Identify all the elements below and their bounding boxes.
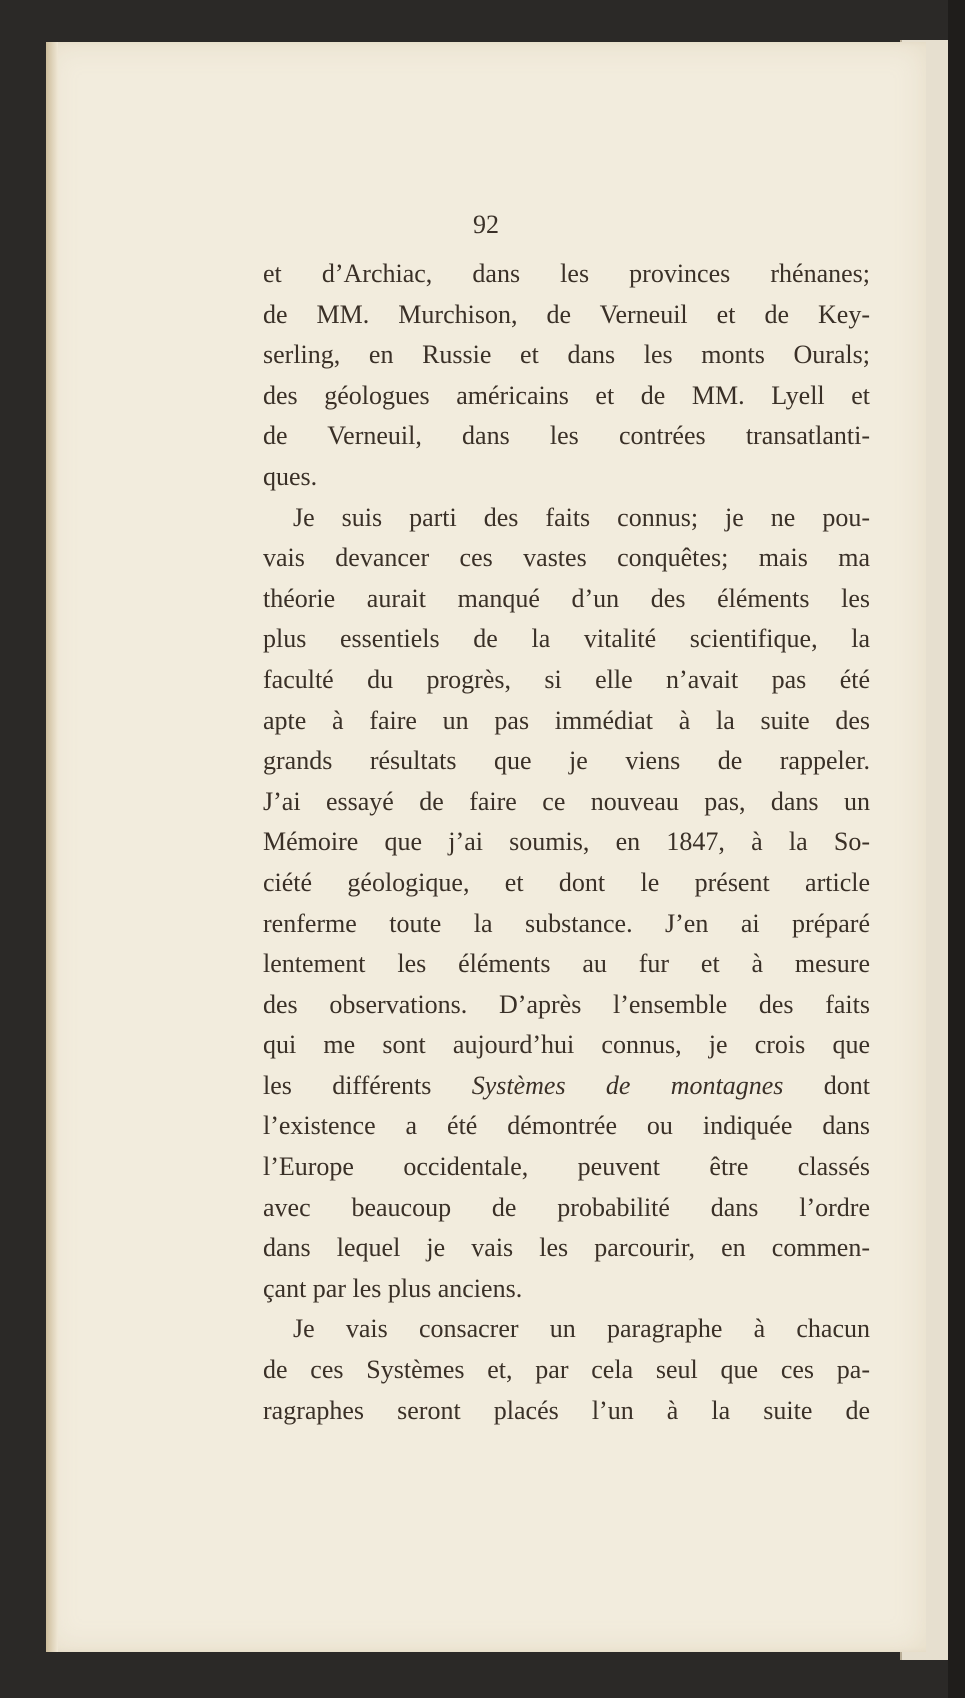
- text-line: l’existence a été démontrée ou indiquée dans: [263, 1111, 870, 1141]
- text-line: dans lequel je vais les parcourir, en commen-: [263, 1233, 870, 1263]
- text-line: grands résultats que je viens de rappeler.: [263, 746, 870, 776]
- text-line: serling, en Russie et dans les monts Ourals;: [263, 340, 870, 370]
- text-line: renferme toute la substance. J’en ai préparé: [263, 908, 870, 938]
- text-line: Je vais consacrer un paragraphe à chacun: [293, 1314, 870, 1344]
- text-line: l’Europe occidentale, peuvent être classés: [263, 1152, 870, 1182]
- text-line: et d’Archiac, dans les provinces rhénanes;: [263, 259, 870, 288]
- text-line: théorie aurait manqué d’un des éléments les: [263, 583, 870, 613]
- text-segment: les différents: [263, 1070, 472, 1100]
- text-line: apte à faire un pas immédiat à la suite des: [263, 705, 870, 735]
- italic-term: Systèmes de montagnes: [471, 1070, 784, 1100]
- text-line: ques.: [263, 461, 318, 491]
- text-line: de ces Systèmes et, par cela seul que ces pa-: [263, 1355, 870, 1385]
- text-line: faculté du progrès, si elle n’avait pas été: [263, 664, 870, 694]
- text-line: avec beaucoup de probabilité dans l’ordre: [263, 1192, 870, 1222]
- text-line: Je suis parti des faits connus; je ne pou-: [293, 502, 870, 532]
- text-line: des observations. D’après l’ensemble des faits: [263, 989, 870, 1019]
- body-text: [263, 254, 870, 1431]
- text-line: de MM. Murchison, de Verneuil et de Key-: [263, 299, 870, 329]
- text-line: vais devancer ces vastes conquêtes; mais ma: [263, 543, 870, 573]
- text-line: des géologues américains et de MM. Lyell et: [263, 380, 870, 410]
- book-page: [46, 42, 926, 1652]
- text-line: plus essentiels de la vitalité scientifique, la: [263, 624, 870, 654]
- page-number: 92: [473, 210, 499, 239]
- text-line: çant par les plus anciens.: [263, 1273, 523, 1303]
- text-line: qui me sont aujourd’hui connus, je crois que: [263, 1030, 870, 1060]
- text-line: J’ai essayé de faire ce nouveau pas, dans un: [263, 786, 870, 816]
- text-line: ciété géologique, et dont le présent article: [263, 867, 870, 897]
- page-binding-edge: [46, 42, 58, 1652]
- text-line: Mémoire que j’ai soumis, en 1847, à la So-: [263, 827, 870, 857]
- text-line: ragraphes seront placés l’un à la suite de: [263, 1395, 870, 1425]
- scan-background-right: [948, 0, 965, 1698]
- text-segment: dont: [783, 1070, 870, 1100]
- text-line: [263, 1066, 870, 1107]
- text-line: de Verneuil, dans les contrées transatlanti-: [263, 421, 870, 451]
- text-line: lentement les éléments au fur et à mesure: [263, 949, 870, 979]
